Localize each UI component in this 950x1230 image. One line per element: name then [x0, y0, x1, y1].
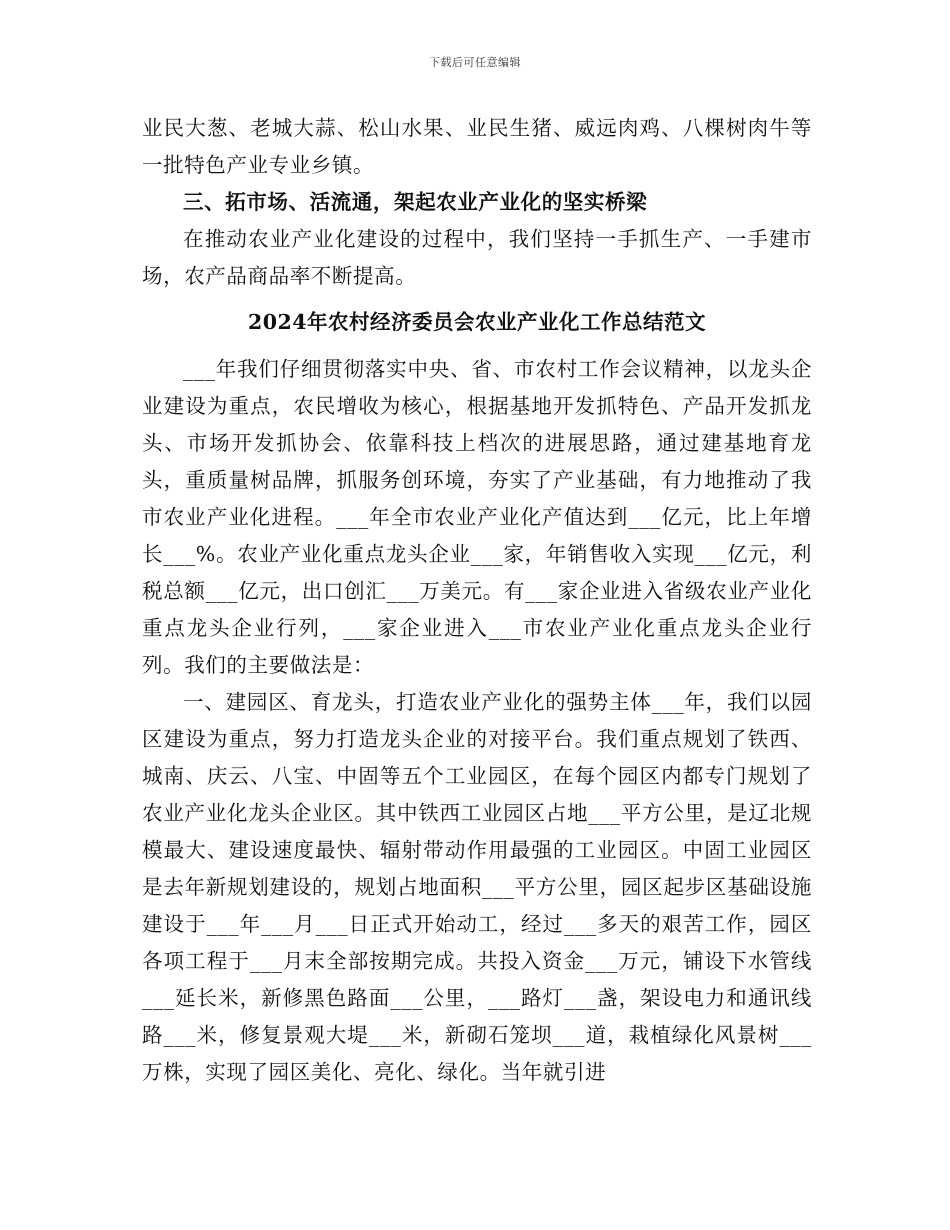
- document-title: 2024年农村经济委员会农业产业化工作总结范文: [247, 310, 707, 334]
- section-heading-3: 三、拓市场、活流通，架起农业产业化的坚实桥梁: [183, 190, 648, 214]
- paragraph-intro: ___年我们仔细贯彻落实中央、省、市农村工作会议精神，以龙头企业建设为重点，农民增收为核心，根据基地开发抓特色、产品开发抓龙头、市场开发抓协会、依靠科技上档次的进展思路，通过建基地育龙头，重质量树品牌，抓服务创环境，夯实了产业基础，有力地推动了我市农业产业化进程。___年全市农业产业化产值达到___亿元，比上年增长___%。农业产业化重点龙头企业___家，年销售收入实现___亿元，利税总额___亿元，出口创汇___万美元。有___家企业进入省级农业产业化重点龙头企业行列，___家企业进入___市农业产业化重点龙头企业行列。我们的主要做法是：: [142, 357, 812, 677]
- paragraph-section-1: 一、建园区、育龙头，打造农业产业化的强势主体___年，我们以园区建设为重点，努力打造龙头企业的对接平台。我们重点规划了铁西、城南、庆云、八宝、中固等五个工业园区，在每个园区内都专门规划了农业产业化龙头企业区。其中铁西工业园区占地___平方公里，是辽北规模最大、建设速度最快、辐射带动作用最强的工业园区。中固工业园区是去年新规划建设的，规划占地面积___平方公里，园区起步区基础设施建设于___年___月___日正式开始动工，经过___多天的艰苦工作，园区各项工程于___月末全部按期完成。共投入资金___万元，铺设下水管线___延长米，新修黑色路面___公里，___路灯___盏，架设电力和通讯线路___米，修复景观大堤___米，新砌石笼坝___道，栽植绿化风景树___万株，实现了园区美化、亮化、绿化。当年就引进: [142, 690, 812, 1084]
- paragraph-continuation: 业民大葱、老城大蒜、松山水果、业民生猪、威远肉鸡、八棵树肉牛等一批特色产业专业乡镇。: [142, 116, 812, 177]
- paragraph-market: 在推动农业产业化建设的过程中，我们坚持一手抓生产、一手建市场，农产品商品率不断提高。: [142, 227, 812, 288]
- page-header-caption: 下载后可任意编辑: [429, 56, 521, 69]
- document-body: [142, 110, 812, 1091]
